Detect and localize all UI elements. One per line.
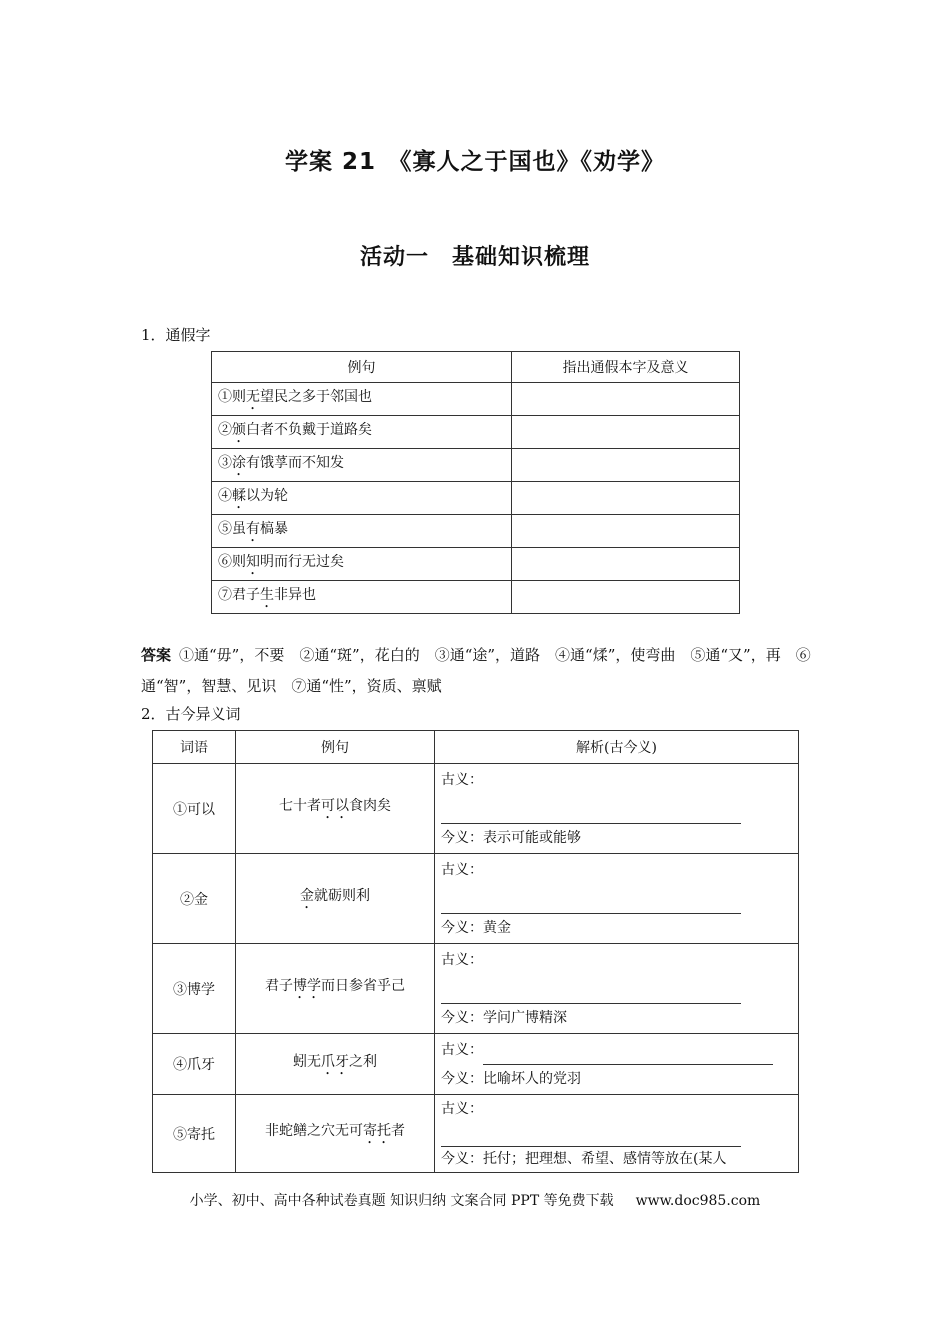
explanation-cell — [435, 944, 799, 1034]
example-cell: 七十者可以食肉矣 — [236, 764, 435, 854]
table-row — [153, 854, 799, 944]
table-row — [212, 548, 740, 581]
table-row — [212, 581, 740, 614]
answer-block — [141, 640, 813, 702]
table-header: 解析(古今义) — [435, 731, 799, 764]
explanation-cell — [435, 1034, 799, 1095]
footer-text: 小学、初中、高中各种试卷真题 知识归纳 文案合同 PPT 等免费下载 — [189, 1193, 614, 1209]
gu-label: 古义： — [441, 1101, 483, 1117]
answer-blank[interactable] — [441, 895, 741, 914]
table-row — [153, 1095, 799, 1173]
word-cell: ④爪牙 — [153, 1034, 236, 1095]
example-cell: ④輮以为轮 — [212, 482, 512, 515]
table-row — [212, 416, 740, 449]
table-header: 指出通假本字及意义 — [512, 352, 740, 383]
jin-text: 今义：比喻坏人的党羽 — [441, 1071, 581, 1087]
explanation-cell — [435, 764, 799, 854]
answer-cell[interactable] — [512, 383, 740, 416]
example-cell: ⑥则知明而行无过矣 — [212, 548, 512, 581]
word-cell: ②金 — [153, 854, 236, 944]
answer-cell[interactable] — [512, 581, 740, 614]
jin-text: 今义：表示可能或能够 — [441, 830, 581, 846]
page-footer — [0, 1190, 950, 1210]
jin-text: 今义：托付；把理想、希望、感情等放在(某人 — [441, 1151, 727, 1167]
gu-label: 古义： — [441, 862, 483, 878]
gujinyiyi-table — [152, 730, 799, 1173]
explanation-cell — [435, 854, 799, 944]
example-cell: ③涂有饿莩而不知发 — [212, 449, 512, 482]
heading-gujinyiyi: 2．古今异义词 — [141, 705, 241, 723]
example-cell: ⑤虽有槁暴 — [212, 515, 512, 548]
footer-url[interactable]: www.doc985.com — [635, 1193, 761, 1209]
table-header: 例句 — [212, 352, 512, 383]
answer-blank[interactable] — [441, 985, 741, 1004]
jin-text: 今义：学问广博精深 — [441, 1010, 567, 1026]
table-row — [212, 482, 740, 515]
example-cell: 君子博学而日参省乎己 — [236, 944, 435, 1034]
answer-cell[interactable] — [512, 548, 740, 581]
page-title: 学案 21 《寡人之于国也》《劝学》 — [284, 149, 665, 175]
example-cell: 蚓无爪牙之利 — [236, 1034, 435, 1095]
gu-label: 古义： — [441, 772, 483, 788]
table-header: 例句 — [236, 731, 435, 764]
answer-cell[interactable] — [512, 515, 740, 548]
example-cell: ⑦君子生非异也 — [212, 581, 512, 614]
answer-cell[interactable] — [512, 416, 740, 449]
example-cell: ①则无望民之多于邻国也 — [212, 383, 512, 416]
example-cell: ②颁白者不负戴于道路矣 — [212, 416, 512, 449]
table-row — [212, 449, 740, 482]
table-header: 词语 — [153, 731, 236, 764]
gu-label: 古义： — [441, 1042, 483, 1058]
tongjiazi-table — [211, 351, 740, 614]
example-cell: 非蛇鳝之穴无可寄托者 — [236, 1095, 435, 1173]
answer-cell[interactable] — [512, 482, 740, 515]
answer-label: 答案 — [141, 646, 172, 664]
example-cell: 金就砺则利 — [236, 854, 435, 944]
answer-blank[interactable] — [441, 805, 741, 824]
table-row — [153, 1034, 799, 1095]
table-row — [212, 383, 740, 416]
jin-text: 今义：黄金 — [441, 920, 511, 936]
section-subtitle: 活动一 基础知识梳理 — [359, 245, 590, 270]
answer-blank[interactable] — [483, 1046, 773, 1065]
gu-label: 古义： — [441, 952, 483, 968]
heading-tongjiazi: 1．通假字 — [141, 326, 211, 344]
word-cell: ③博学 — [153, 944, 236, 1034]
answer-blank[interactable] — [441, 1128, 741, 1147]
word-cell: ⑤寄托 — [153, 1095, 236, 1173]
explanation-cell — [435, 1095, 799, 1173]
table-row — [153, 944, 799, 1034]
answer-text: ①通“毋”，不要 ②通“斑”，花白的 ③通“途”，道路 ④通“煣”，使弯曲 ⑤通“又”，再 ⑥通“智”，智慧、见识 ⑦通“性”，资质、禀赋 — [141, 646, 811, 695]
word-cell: ①可以 — [153, 764, 236, 854]
table-row — [212, 515, 740, 548]
table-row — [153, 764, 799, 854]
answer-cell[interactable] — [512, 449, 740, 482]
